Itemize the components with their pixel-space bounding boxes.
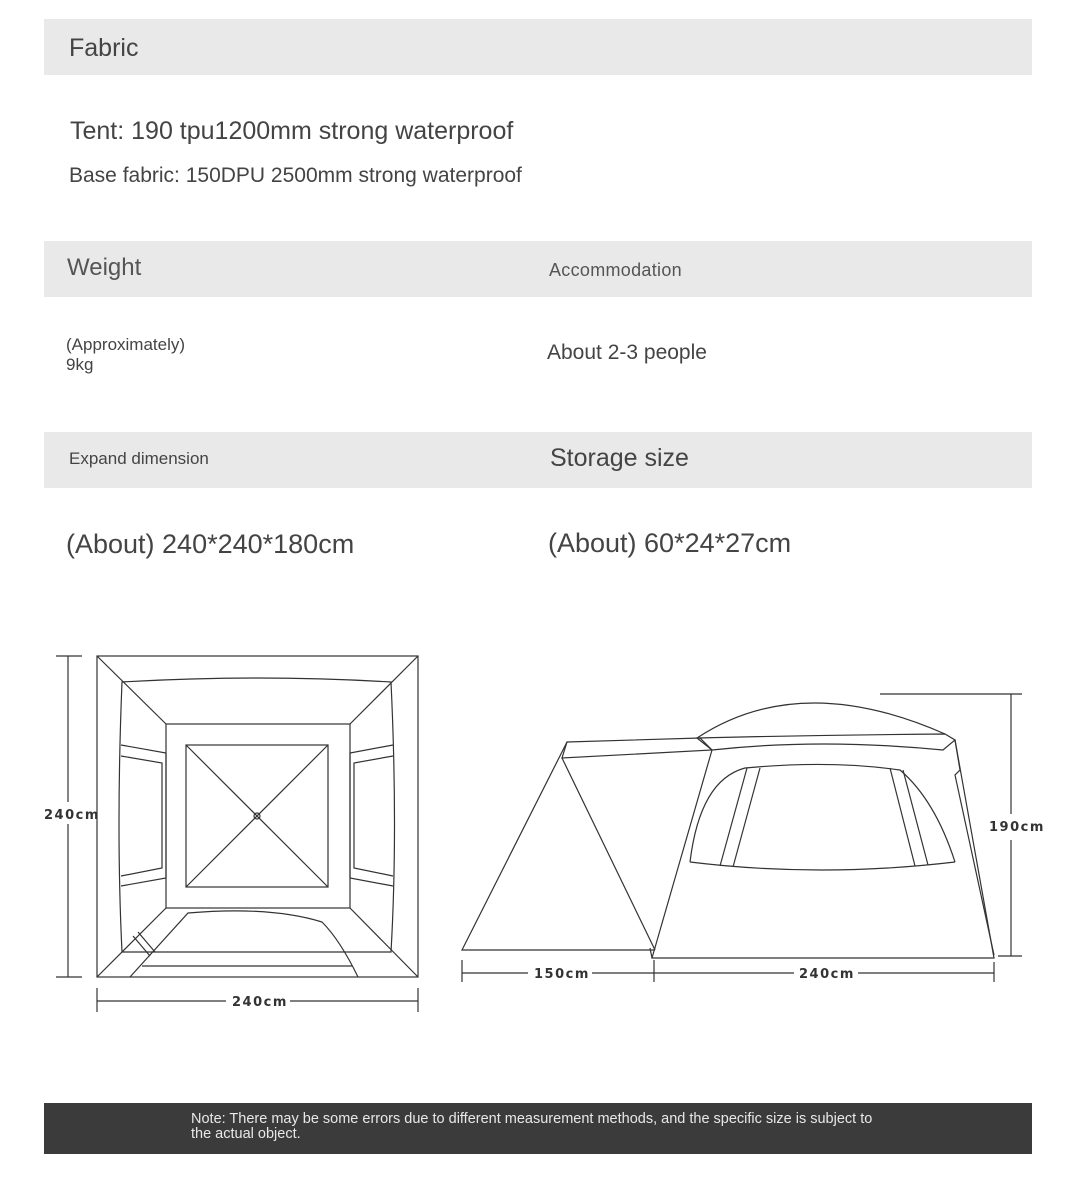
tent-top-view-diagram bbox=[56, 656, 418, 1012]
top-view-height-label: 240cm bbox=[44, 808, 100, 823]
accommodation-value: About 2-3 people bbox=[547, 341, 707, 364]
expand-dimension-value: (About) 240*240*180cm bbox=[66, 529, 355, 559]
weight-value: 9kg bbox=[66, 355, 94, 374]
tent-dimension-diagrams bbox=[0, 630, 1076, 1030]
tent-fabric-spec: Tent: 190 tpu1200mm strong waterproof bbox=[70, 117, 514, 145]
top-view-width-label: 240cm bbox=[232, 995, 288, 1010]
note-bar bbox=[44, 1103, 1032, 1154]
tent-side-view-diagram bbox=[462, 694, 1022, 982]
fabric-title: Fabric bbox=[69, 34, 139, 62]
fabric-header-band bbox=[44, 19, 1032, 75]
accommodation-title: Accommodation bbox=[549, 260, 682, 280]
expand-dimension-title: Expand dimension bbox=[69, 449, 209, 468]
storage-size-title: Storage size bbox=[550, 444, 689, 472]
weight-header-band bbox=[44, 241, 1032, 297]
weight-title: Weight bbox=[67, 254, 142, 281]
weight-qualifier: (Approximately) bbox=[66, 335, 186, 354]
storage-size-value: (About) 60*24*27cm bbox=[548, 528, 792, 558]
base-fabric-spec: Base fabric: 150DPU 2500mm strong waterproof bbox=[69, 164, 522, 187]
measurement-note: Note: There may be some errors due to different measurement methods, and the specific size is subject to the actual object. bbox=[191, 1111, 873, 1142]
vestibule-length-label: 150cm bbox=[534, 967, 590, 982]
side-width-label: 240cm bbox=[799, 967, 855, 982]
side-height-label: 190cm bbox=[989, 820, 1045, 835]
